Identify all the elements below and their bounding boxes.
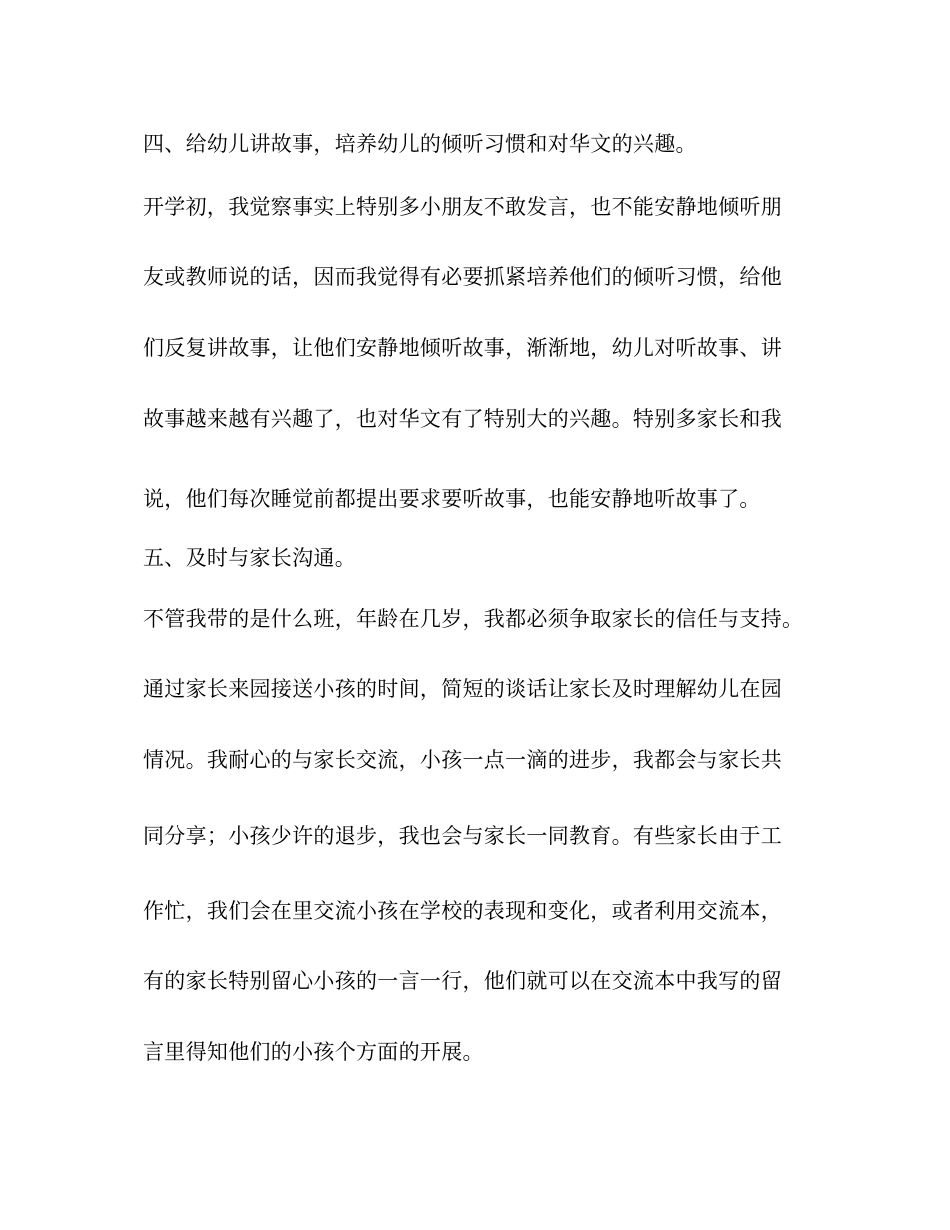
heading-section-four: 四、给幼儿讲故事，培养幼儿的倾听习惯和对华文的兴趣。 — [143, 132, 697, 156]
paragraph-line: 们反复讲故事，让他们安静地倾听故事，渐渐地，幼儿对听故事、讲 — [143, 336, 782, 360]
heading-section-five: 五、及时与家长沟通。 — [143, 546, 356, 570]
paragraph-line: 情况。我耐心的与家长交流，小孩一点一滴的进步，我都会与家长共 — [143, 748, 782, 772]
paragraph-line: 作忙，我们会在里交流小孩在学校的表现和变化，或者利用交流本， — [143, 899, 782, 923]
paragraph-line: 友或教师说的话，因而我觉得有必要抓紧培养他们的倾听习惯，给他 — [143, 265, 782, 289]
paragraph-line: 开学初，我觉察事实上特别多小朋友不敢发言，也不能安静地倾听朋 — [143, 195, 782, 219]
paragraph-line: 同分享；小孩少许的退步，我也会与家长一同教育。有些家长由于工 — [143, 824, 782, 848]
paragraph-line: 言里得知他们的小孩个方面的开展。 — [143, 1040, 484, 1064]
paragraph-line: 故事越来越有兴趣了，也对华文有了特别大的兴趣。特别多家长和我 — [143, 407, 782, 431]
paragraph-line: 说，他们每次睡觉前都提出要求要听故事，也能安静地听故事了。 — [143, 487, 761, 511]
paragraph-line: 不管我带的是什么班，年龄在几岁，我都必须争取家长的信任与支持。 — [143, 607, 804, 631]
paragraph-line: 通过家长来园接送小孩的时间，简短的谈话让家长及时理解幼儿在园 — [143, 677, 782, 701]
paragraph-line: 有的家长特别留心小孩的一言一行，他们就可以在交流本中我写的留 — [143, 969, 782, 993]
